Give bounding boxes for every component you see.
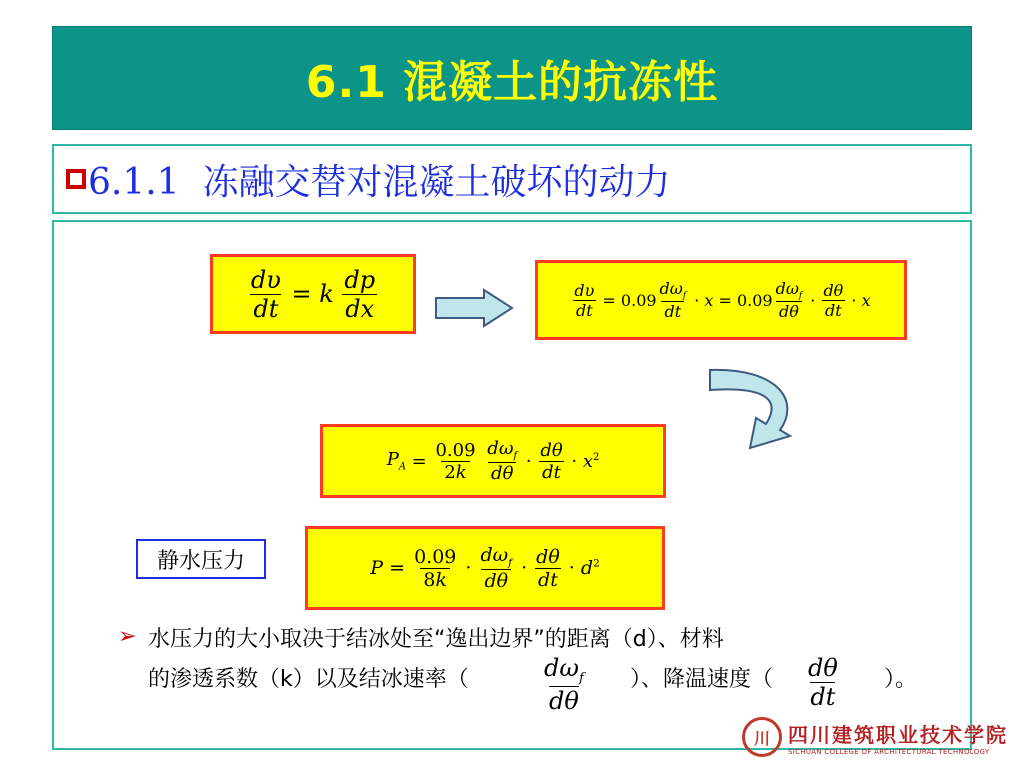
college-logo (742, 712, 1012, 762)
college-name-cn: 四川建筑职业技术学院 (788, 722, 1008, 747)
cooling-rate-fraction: $\frac{d\theta}{dt}$ (808, 654, 838, 711)
formula-darcy: $\frac{d\upsilon}{dt}$ = k $\frac{dp}{dx}$ (210, 254, 416, 334)
freezing-rate-fraction: $d\omega_f$ dθ (544, 654, 584, 715)
page-title: 6.1 混凝土的抗冻性 (305, 57, 719, 108)
college-seal-icon: 川 (742, 717, 782, 757)
bullet-text-line2a: 的渗透系数（k）以及结冰速率（ (148, 667, 469, 692)
section-heading: 6.1.1 冻融交替对混凝土破坏的动力 (88, 161, 671, 203)
arrow-right-icon (434, 288, 514, 328)
bullet-text-line1: 水压力的大小取决于结冰处至“逸出边界”的距离（d）、材料 (148, 627, 724, 652)
arrow-bullet-icon: ➢ (118, 624, 137, 649)
formula-pressure-pa: $P_A$ = $\frac{0.09}{2k}$ $\frac{d\omega_f}{d\theta}$ · $\frac{d\theta}{dt}$ · $x^2$ (320, 424, 666, 498)
formula-flow-rate: $\frac{d\upsilon}{dt}$ = 0.09 $\frac{d\omega_f}{dt}$ · x = 0.09 $\frac{d\omega_f}{d\theta}$ · $\frac{d\theta}{dt}$ · x (535, 260, 907, 340)
curved-arrow-icon (700, 362, 800, 462)
formula-pressure-p: P = $\frac{0.09}{8k}$ · $\frac{d\omega_f}{d\theta}$ · $\frac{d\theta}{dt}$ · $d^2$ (305, 526, 665, 610)
square-bullet-icon (66, 169, 86, 189)
title-bar (52, 26, 972, 130)
subtitle-box (52, 144, 972, 214)
college-name-en: SICHUAN COLLEGE OF ARCHITECTURAL TECHNOLOGY (788, 747, 990, 756)
bullet-text-line2b: ）、降温速度（ (630, 667, 774, 692)
hydrostatic-pressure-label: 静水压力 (136, 539, 266, 579)
bullet-text-line2c: ）。 (884, 667, 918, 692)
